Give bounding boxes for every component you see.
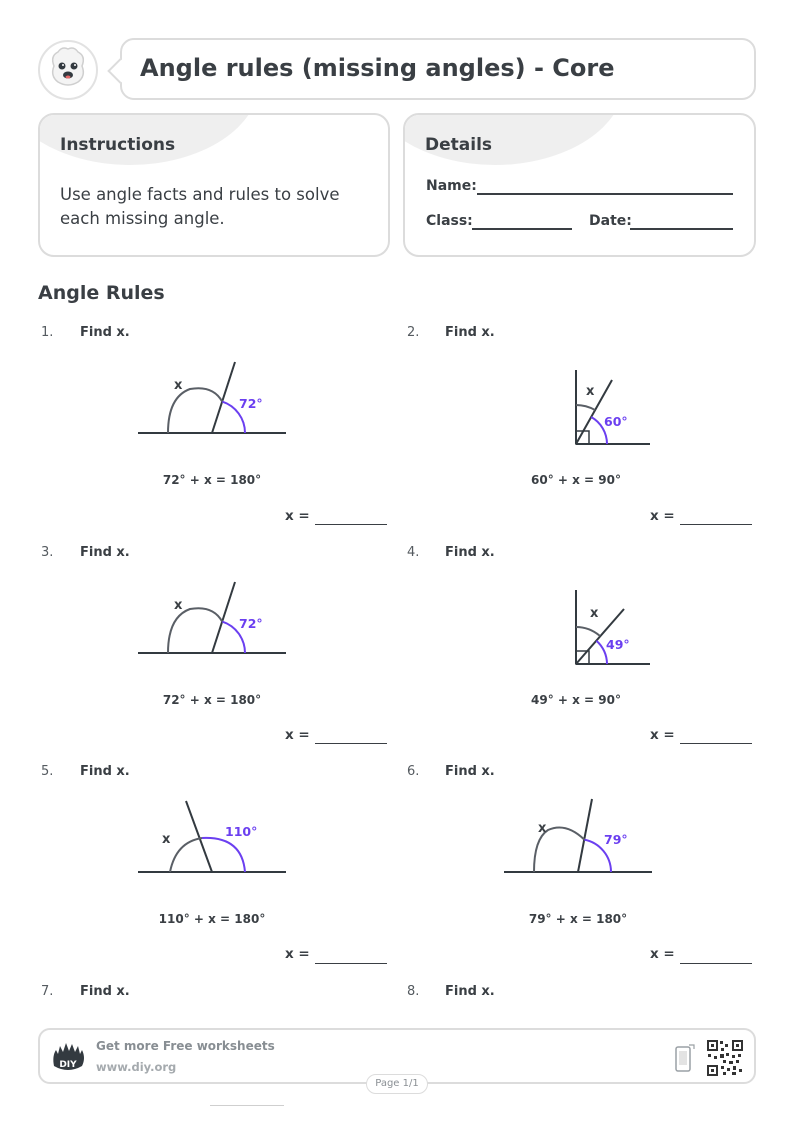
question-prompt: Find x. xyxy=(445,984,495,999)
question-prompt: Find x. xyxy=(80,984,130,999)
yeti-mascot-icon xyxy=(38,40,98,100)
answer-label: x = xyxy=(285,946,310,962)
answer-label: x = xyxy=(650,508,675,524)
hint-equation: 49° + x = 90° xyxy=(531,693,621,707)
answer-field[interactable] xyxy=(680,743,752,744)
divider xyxy=(210,1105,284,1106)
question-prompt: Find x. xyxy=(80,545,130,560)
hint-equation: 110° + x = 180° xyxy=(158,912,266,926)
footer-url[interactable]: www.diy.org xyxy=(96,1060,177,1074)
question-number: 1. xyxy=(41,325,54,340)
class-label: Class: xyxy=(426,213,473,229)
angle-diagram xyxy=(560,585,660,670)
class-field[interactable] xyxy=(472,228,572,230)
section-title: Angle Rules xyxy=(38,282,165,304)
question-prompt: Find x. xyxy=(80,764,130,779)
answer-field[interactable] xyxy=(315,524,387,525)
x-label: x xyxy=(538,821,547,836)
hint-equation: 72° + x = 180° xyxy=(162,693,262,707)
answer-label: x = xyxy=(285,508,310,524)
answer-label: x = xyxy=(650,946,675,962)
question-number: 2. xyxy=(407,325,420,340)
question-number: 4. xyxy=(407,545,420,560)
phone-icon xyxy=(674,1042,696,1074)
question-number: 8. xyxy=(407,984,420,999)
question-prompt: Find x. xyxy=(445,545,495,560)
question-number: 7. xyxy=(41,984,54,999)
details-panel xyxy=(403,113,756,257)
instructions-panel xyxy=(38,113,390,257)
hint-equation: 60° + x = 90° xyxy=(531,473,621,487)
x-label: x xyxy=(174,598,183,613)
answer-field[interactable] xyxy=(315,963,387,964)
angle-diagram xyxy=(130,355,300,445)
hint-equation: 72° + x = 180° xyxy=(162,473,262,487)
angle-diagram xyxy=(560,365,660,450)
name-field[interactable] xyxy=(477,193,733,195)
instructions-title: Instructions xyxy=(60,135,176,155)
svg-text:DIY: DIY xyxy=(59,1060,77,1070)
details-title: Details xyxy=(425,135,493,155)
x-label: x xyxy=(590,606,599,621)
page-title: Angle rules (missing angles) - Core xyxy=(140,54,615,82)
angle-label: 110° xyxy=(225,824,258,839)
angle-label: 72° xyxy=(239,616,263,631)
question-prompt: Find x. xyxy=(445,764,495,779)
date-label: Date: xyxy=(589,213,632,229)
answer-field[interactable] xyxy=(680,963,752,964)
angle-diagram xyxy=(130,794,300,884)
hint-equation: 79° + x = 180° xyxy=(528,912,628,926)
date-field[interactable] xyxy=(630,228,733,230)
qr-code-icon xyxy=(706,1039,744,1077)
question-number: 5. xyxy=(41,764,54,779)
name-label: Name: xyxy=(426,178,477,194)
question-number: 6. xyxy=(407,764,420,779)
answer-field[interactable] xyxy=(315,743,387,744)
answer-label: x = xyxy=(650,727,675,743)
angle-label: 72° xyxy=(239,396,263,411)
angle-diagram xyxy=(130,575,300,665)
x-label: x xyxy=(162,832,171,847)
question-prompt: Find x. xyxy=(445,325,495,340)
x-label: x xyxy=(174,378,183,393)
answer-label: x = xyxy=(285,727,310,743)
question-number: 3. xyxy=(41,545,54,560)
page-indicator: Page 1/1 xyxy=(366,1074,428,1094)
diy-logo-icon xyxy=(50,1040,86,1074)
footer-title: Get more Free worksheets xyxy=(96,1039,275,1053)
question-prompt: Find x. xyxy=(80,325,130,340)
x-label: x xyxy=(586,384,595,399)
answer-field[interactable] xyxy=(680,524,752,525)
title-banner xyxy=(120,38,756,100)
angle-diagram xyxy=(496,794,666,884)
angle-label: 49° xyxy=(606,637,630,652)
instructions-text: Use angle facts and rules to solve each missing angle. xyxy=(60,185,340,228)
angle-label: 79° xyxy=(604,832,628,847)
angle-label: 60° xyxy=(604,414,628,429)
